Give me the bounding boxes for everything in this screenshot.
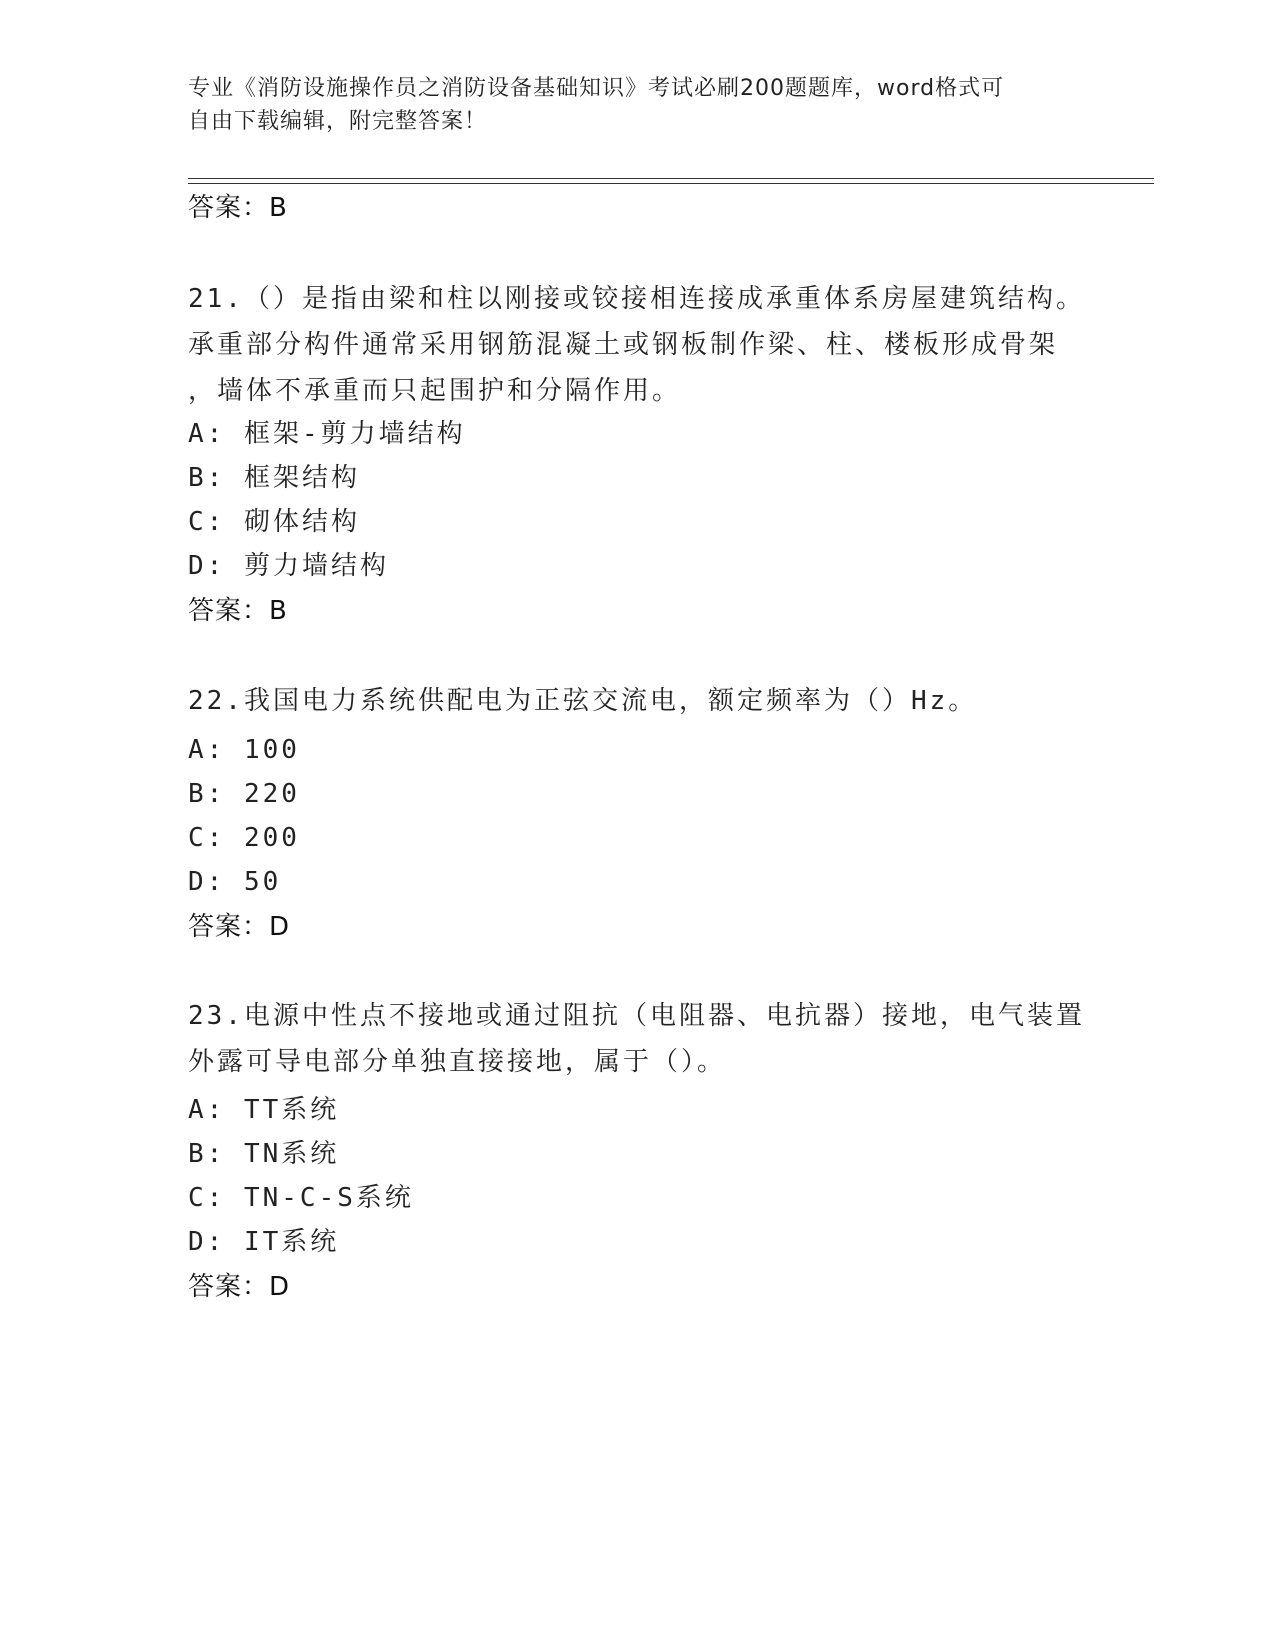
header-divider-top: [188, 178, 1154, 179]
question-23-option-d: D: IT系统: [188, 1227, 340, 1257]
question-22-answer: 答案：D: [188, 912, 291, 942]
previous-answer: 答案：B: [188, 193, 288, 223]
question-23-option-c: C: TN-C-S系统: [188, 1183, 414, 1213]
question-text-line: 外露可导电部分单独直接接地，属于（）。: [188, 1047, 727, 1077]
header-divider-bottom: [188, 183, 1154, 184]
question-21-option-d: D: 剪力墙结构: [188, 551, 389, 581]
question-21-text: [188, 276, 1088, 414]
question-22-option-c: C: 200: [188, 823, 300, 853]
question-22-option-d: D: 50: [188, 867, 282, 897]
question-23-option-b: B: TN系统: [188, 1139, 340, 1169]
question-22-text: [188, 678, 1088, 724]
question-23-option-a: A: TT系统: [188, 1095, 340, 1125]
document-header: [188, 72, 1068, 138]
question-22-option-b: B: 220: [188, 779, 300, 809]
question-21-option-c: C: 砌体结构: [188, 507, 360, 537]
header-line-2: 自由下载编辑，附完整答案！: [188, 109, 488, 134]
question-21-option-a: A: 框架-剪力墙结构: [188, 419, 466, 449]
question-text-line: ，墙体不承重而只起围护和分隔作用。: [188, 376, 682, 406]
question-23-answer: 答案：D: [188, 1272, 291, 1302]
question-21-answer: 答案：B: [188, 596, 288, 626]
question-22-option-a: A: 100: [188, 735, 300, 765]
question-23-text: [188, 993, 1088, 1085]
question-text-line: 承重部分构件通常采用钢筋混凝土或钢板制作梁、柱、楼板形成骨架: [188, 330, 1059, 360]
question-21-option-b: B: 框架结构: [188, 463, 360, 493]
header-line-1: 专业《消防设施操作员之消防设备基础知识》考试必刷200题题库，word格式可: [188, 76, 1005, 101]
question-text-line: 21.（）是指由梁和柱以刚接或铰接相连接成承重体系房屋建筑结构。: [188, 284, 1085, 314]
question-text-line: 22.我国电力系统供配电为正弦交流电，额定频率为（）Hz。: [188, 686, 978, 716]
question-text-line: 23.电源中性点不接地或通过阻抗（电阻器、电抗器）接地，电气装置: [188, 1001, 1085, 1031]
